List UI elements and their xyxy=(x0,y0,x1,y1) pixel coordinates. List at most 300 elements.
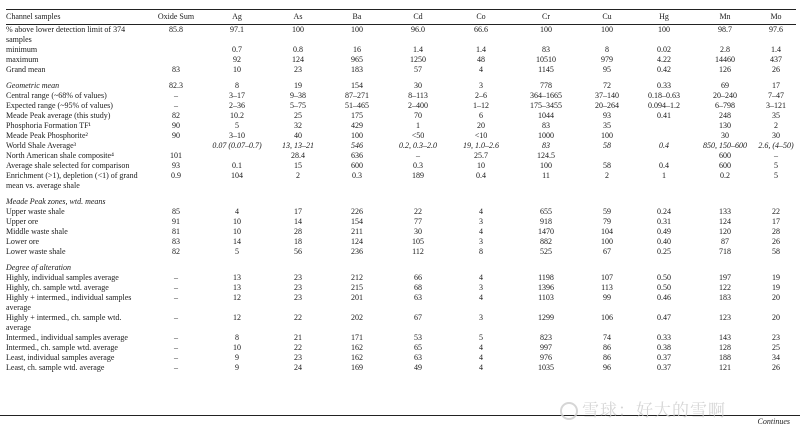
table-cell: 4 xyxy=(479,207,483,216)
table-cell: 25.7 xyxy=(474,151,488,160)
row-label: maximum xyxy=(6,55,39,64)
table-cell: 35 xyxy=(772,111,780,120)
table-body xyxy=(6,25,796,374)
table-row xyxy=(6,171,796,191)
table-cell: 14 xyxy=(233,237,241,246)
table-cell: 107 xyxy=(601,273,613,282)
table-cell xyxy=(756,191,796,207)
table-cell: 0.3 xyxy=(352,171,362,180)
table-cell: 175 xyxy=(351,111,363,120)
table-cell: 183 xyxy=(719,293,731,302)
table-cell: 3 xyxy=(479,283,483,292)
table-cell: 12 xyxy=(233,293,241,302)
table-cell: 24 xyxy=(294,363,302,372)
row-label: Highly + intermed., individual samples average xyxy=(6,293,132,312)
table-cell: 1103 xyxy=(538,293,554,302)
table-row xyxy=(6,151,796,161)
table-cell: 57 xyxy=(414,65,422,74)
table-cell xyxy=(756,257,796,273)
table-row xyxy=(6,283,796,293)
table-cell: 364–1665 xyxy=(530,91,562,100)
table-row xyxy=(6,45,796,55)
row-label: Least, individual samples average xyxy=(6,353,115,362)
table-cell: 77 xyxy=(414,217,422,226)
table-cell: 0.4 xyxy=(659,161,669,170)
table-cell: 17 xyxy=(772,217,780,226)
row-label: Lower ore xyxy=(6,237,40,246)
table-cell: 1–12 xyxy=(473,101,489,110)
table-row xyxy=(6,353,796,363)
table-cell: 20 xyxy=(477,121,485,130)
table-cell: 11 xyxy=(542,171,550,180)
column-header-co: Co xyxy=(450,10,512,25)
table-cell: 162 xyxy=(351,353,363,362)
row-label: Least, ch. sample wtd. average xyxy=(6,363,105,372)
table-cell: 97.6 xyxy=(769,25,783,34)
table-cell: 918 xyxy=(540,217,552,226)
table-cell: 9 xyxy=(235,353,239,362)
table-cell: 20 xyxy=(772,293,780,302)
table-cell: 100 xyxy=(601,237,613,246)
table-cell: 48 xyxy=(477,55,485,64)
table-cell: 96.0 xyxy=(411,25,425,34)
table-cell: 105 xyxy=(412,237,424,246)
table-cell: 4 xyxy=(479,293,483,302)
section-header-row xyxy=(6,191,796,207)
row-label: Expected range (~95% of values) xyxy=(6,101,113,110)
table-cell: 3 xyxy=(479,81,483,90)
table-cell: 66.6 xyxy=(474,25,488,34)
table-cell: 0.49 xyxy=(657,227,671,236)
table-cell: 96 xyxy=(603,363,611,372)
table-cell: – xyxy=(174,273,178,282)
table-cell: 53 xyxy=(414,333,422,342)
table-cell: 1470 xyxy=(538,227,554,236)
table-cell: 10510 xyxy=(536,55,556,64)
table-cell xyxy=(268,191,328,207)
table-cell: 83 xyxy=(542,141,550,150)
table-cell: 5 xyxy=(235,121,239,130)
table-cell: 1 xyxy=(416,121,420,130)
table-cell: 4 xyxy=(479,363,483,372)
table-cell: 600 xyxy=(719,151,731,160)
table-cell: 123 xyxy=(719,313,731,322)
table-cell: 28.4 xyxy=(291,151,305,160)
table-cell: 965 xyxy=(351,55,363,64)
table-cell: 0.7 xyxy=(232,45,242,54)
table-cell: 69 xyxy=(721,81,729,90)
table-cell: 212 xyxy=(351,273,363,282)
table-cell: 70 xyxy=(414,111,422,120)
table-cell: 0.24 xyxy=(657,207,671,216)
table-row xyxy=(6,25,796,46)
table-cell: 0.4 xyxy=(659,141,669,150)
table-cell: – xyxy=(416,151,420,160)
table-row xyxy=(6,333,796,343)
table-cell: 58 xyxy=(603,161,611,170)
table-cell: 211 xyxy=(351,227,363,236)
table-cell: 0.25 xyxy=(657,247,671,256)
table-row xyxy=(6,313,796,333)
table-cell: 5 xyxy=(235,247,239,256)
table-cell: 636 xyxy=(351,151,363,160)
row-label: Upper waste shale xyxy=(6,207,65,216)
table-cell: 0.1 xyxy=(232,161,242,170)
table-cell: 154 xyxy=(351,217,363,226)
table-cell: 20 xyxy=(772,313,780,322)
table-cell: 100 xyxy=(351,25,363,34)
table-cell: 0.33 xyxy=(657,333,671,342)
table-cell: 25 xyxy=(294,111,302,120)
table-cell: 3 xyxy=(479,313,483,322)
table-cell: 202 xyxy=(351,313,363,322)
table-cell: 171 xyxy=(351,333,363,342)
table-cell: 40 xyxy=(294,131,302,140)
table-cell: 124.5 xyxy=(537,151,555,160)
table-cell: 19 xyxy=(294,81,302,90)
table-cell: 93 xyxy=(603,111,611,120)
table-cell: 23 xyxy=(294,283,302,292)
table-cell: 1299 xyxy=(538,313,554,322)
table-cell: 429 xyxy=(351,121,363,130)
column-header-as: As xyxy=(268,10,328,25)
table-cell: 823 xyxy=(540,333,552,342)
table-cell xyxy=(146,141,206,151)
table-cell: 124 xyxy=(719,217,731,226)
table-cell: 90 xyxy=(172,131,180,140)
table-cell xyxy=(634,121,694,131)
row-label: North American shale composite⁴ xyxy=(6,151,114,160)
section-header-row xyxy=(6,257,796,273)
table-cell: 85 xyxy=(172,207,180,216)
table-cell: 22 xyxy=(772,207,780,216)
table-cell: 0.42 xyxy=(657,65,671,74)
table-cell xyxy=(634,151,694,161)
table-cell: 0.31 xyxy=(657,217,671,226)
table-cell: 154 xyxy=(351,81,363,90)
table-cell: 63 xyxy=(414,293,422,302)
table-cell: 201 xyxy=(351,293,363,302)
table-cell: 82.3 xyxy=(169,81,183,90)
table-cell: 1044 xyxy=(538,111,554,120)
row-label: Middle waste shale xyxy=(6,227,68,236)
table-cell: 1000 xyxy=(538,131,554,140)
table-cell: 32 xyxy=(294,121,302,130)
table-cell: 4 xyxy=(479,273,483,282)
table-cell: 3–121 xyxy=(766,101,786,110)
table-cell: 2 xyxy=(774,121,778,130)
table-cell: 15 xyxy=(294,161,302,170)
table-cell: 169 xyxy=(351,363,363,372)
table-cell: 4 xyxy=(235,207,239,216)
table-cell: 4.22 xyxy=(657,55,671,64)
column-header-oxide-sum: Oxide Sum xyxy=(146,10,206,25)
section-header-row xyxy=(6,75,796,91)
row-label: Highly, ch. sample wtd. average xyxy=(6,283,109,292)
table-cell: 124 xyxy=(292,55,304,64)
table-cell: 0.9 xyxy=(171,171,181,180)
row-label: Highly, individual samples average xyxy=(6,273,119,282)
table-cell: 20–264 xyxy=(595,101,619,110)
table-cell: 0.50 xyxy=(657,283,671,292)
table-cell: 106 xyxy=(601,313,613,322)
table-cell: 6–798 xyxy=(715,101,735,110)
table-cell: 600 xyxy=(351,161,363,170)
table-cell: 23 xyxy=(772,333,780,342)
table-cell: – xyxy=(174,293,178,302)
table-cell xyxy=(512,257,580,273)
table-cell: 13 xyxy=(233,273,241,282)
table-cell: 10 xyxy=(233,227,241,236)
table-row xyxy=(6,161,796,171)
table-cell: 4 xyxy=(479,353,483,362)
table-cell: 0.8 xyxy=(293,45,303,54)
table-cell: 600 xyxy=(719,161,731,170)
table-cell xyxy=(146,45,206,55)
table-cell: 0.02 xyxy=(657,45,671,54)
table-cell: 51–465 xyxy=(345,101,369,110)
row-label: Central range (~68% of values) xyxy=(6,91,107,100)
table-cell: 197 xyxy=(719,273,731,282)
table-cell: 188 xyxy=(719,353,731,362)
table-cell xyxy=(580,191,634,207)
table-cell: 58 xyxy=(772,247,780,256)
continues-label: Continues xyxy=(757,417,790,426)
table-cell: 236 xyxy=(351,247,363,256)
table-cell: 997 xyxy=(540,343,552,352)
table-cell: 2–36 xyxy=(229,101,245,110)
table-cell: 10 xyxy=(477,161,485,170)
table-cell: 10 xyxy=(233,65,241,74)
table-cell: 17 xyxy=(772,81,780,90)
table-cell: 100 xyxy=(292,25,304,34)
table-row xyxy=(6,111,796,121)
table-cell: 8 xyxy=(235,81,239,90)
table-cell: 79 xyxy=(603,217,611,226)
table-cell: 34 xyxy=(772,353,780,362)
table-cell: 0.38 xyxy=(657,343,671,352)
table-cell: 9 xyxy=(235,363,239,372)
snowball-logo-icon xyxy=(560,402,578,420)
table-cell: 437 xyxy=(770,55,782,64)
table-cell: 0.3 xyxy=(413,161,423,170)
table-cell: 19 xyxy=(772,273,780,282)
table-cell: 26 xyxy=(772,363,780,372)
table-cell: 122 xyxy=(719,283,731,292)
table-cell: 67 xyxy=(603,247,611,256)
table-cell: 100 xyxy=(601,25,613,34)
table-cell: 7–47 xyxy=(768,91,784,100)
table-cell: 59 xyxy=(603,207,611,216)
table-cell: 26 xyxy=(772,237,780,246)
table-cell: <10 xyxy=(474,131,488,140)
table-cell: 81 xyxy=(172,227,180,236)
row-label: Highly + intermed., ch. sample wtd. average xyxy=(6,313,122,332)
table-cell: 976 xyxy=(540,353,552,362)
table-cell: 2 xyxy=(605,171,609,180)
table-cell: 28 xyxy=(772,227,780,236)
table-cell: 23 xyxy=(294,273,302,282)
table-row xyxy=(6,121,796,131)
table-cell: 2–6 xyxy=(475,91,487,100)
table-cell: 30 xyxy=(414,227,422,236)
table-cell: 37–140 xyxy=(595,91,619,100)
table-cell: 128 xyxy=(719,343,731,352)
table-cell xyxy=(580,151,634,161)
column-header-cd: Cd xyxy=(386,10,450,25)
row-label: Average shale selected for comparison xyxy=(6,161,130,170)
table-cell: 25 xyxy=(772,343,780,352)
table-cell: 5–75 xyxy=(290,101,306,110)
table-cell: – xyxy=(174,283,178,292)
table-cell: 1250 xyxy=(410,55,426,64)
table-cell: 0.47 xyxy=(657,313,671,322)
table-cell: 83 xyxy=(542,121,550,130)
table-cell xyxy=(146,55,206,65)
table-row xyxy=(6,101,796,111)
row-label: Geometric mean xyxy=(6,81,60,90)
table-cell: 0.094–1.2 xyxy=(648,101,680,110)
table-cell: 23 xyxy=(294,293,302,302)
table-cell: 10 xyxy=(233,343,241,352)
table-cell: 0.37 xyxy=(657,363,671,372)
table-cell: 3–17 xyxy=(229,91,245,100)
table-row xyxy=(6,141,796,151)
table-cell: 0.2 xyxy=(720,171,730,180)
table-cell: 86 xyxy=(603,343,611,352)
table-cell: 143 xyxy=(719,333,731,342)
table-cell: 3 xyxy=(479,217,483,226)
table-cell xyxy=(634,257,694,273)
column-header-cu: Cu xyxy=(580,10,634,25)
table-cell xyxy=(386,191,450,207)
table-cell: 0.07 (0.07–0.7) xyxy=(212,141,262,150)
row-label: Upper ore xyxy=(6,217,39,226)
table-cell: 74 xyxy=(603,333,611,342)
table-row xyxy=(6,363,796,373)
table-row xyxy=(6,247,796,257)
row-label: Lower waste shale xyxy=(6,247,66,256)
row-label: Grand mean xyxy=(6,65,46,74)
table-cell: 0.33 xyxy=(657,81,671,90)
table-cell xyxy=(634,131,694,141)
table-row xyxy=(6,227,796,237)
table-cell: – xyxy=(174,343,178,352)
table-cell: 100 xyxy=(540,25,552,34)
table-cell: 86 xyxy=(603,353,611,362)
column-header-hg: Hg xyxy=(634,10,694,25)
table-cell xyxy=(268,257,328,273)
table-cell: 95 xyxy=(603,65,611,74)
table-cell: 525 xyxy=(540,247,552,256)
table-header-row xyxy=(6,10,796,25)
table-cell: 97.1 xyxy=(230,25,244,34)
table-cell: 30 xyxy=(414,81,422,90)
table-cell xyxy=(512,191,580,207)
table-cell xyxy=(694,191,756,207)
table-cell: – xyxy=(174,363,178,372)
table-cell: 1145 xyxy=(538,65,554,74)
table-cell: 49 xyxy=(414,363,422,372)
table-cell: 99 xyxy=(603,293,611,302)
table-cell: 90 xyxy=(172,121,180,130)
table-cell: 85.8 xyxy=(169,25,183,34)
table-cell: 5 xyxy=(774,161,778,170)
row-label: Intermed., ch. sample wtd. average xyxy=(6,343,118,352)
table-cell xyxy=(146,257,206,273)
table-cell: 1.4 xyxy=(413,45,423,54)
table-cell: 100 xyxy=(658,25,670,34)
row-label: Meade Peak Phosphorite² xyxy=(6,131,88,140)
table-cell: – xyxy=(174,313,178,322)
row-label: % above lower detection limit of 374 samples xyxy=(6,25,126,44)
table-row xyxy=(6,207,796,217)
chemistry-table xyxy=(6,9,796,373)
table-cell: 113 xyxy=(601,283,613,292)
column-header-ag: Ag xyxy=(206,10,268,25)
table-cell: 20–240 xyxy=(713,91,737,100)
table-cell: 14 xyxy=(294,217,302,226)
table-cell xyxy=(328,191,386,207)
table-cell: 850, 150–600 xyxy=(703,141,747,150)
table-cell: 124 xyxy=(351,237,363,246)
table-row xyxy=(6,293,796,313)
table-cell: 67 xyxy=(414,313,422,322)
table-cell: 130 xyxy=(719,121,731,130)
table-cell: – xyxy=(174,91,178,100)
table-cell: 6 xyxy=(479,111,483,120)
table-cell: 1035 xyxy=(538,363,554,372)
table-cell: 1.4 xyxy=(771,45,781,54)
table-cell: 100 xyxy=(351,131,363,140)
column-header-mn: Mn xyxy=(694,10,756,25)
row-label: Enrichment (>1), depletion (<1) of grand mean vs. average shale xyxy=(6,171,138,190)
table-cell: <50 xyxy=(411,131,425,140)
table-cell: 1198 xyxy=(538,273,554,282)
table-cell: 101 xyxy=(170,151,182,160)
table-cell: 13 xyxy=(233,283,241,292)
table-cell: 0.50 xyxy=(657,273,671,282)
table-cell: 72 xyxy=(603,81,611,90)
table-cell: 104 xyxy=(601,227,613,236)
table-cell: 8 xyxy=(479,247,483,256)
table-cell: 83 xyxy=(542,45,550,54)
table-cell: 9–38 xyxy=(290,91,306,100)
table-cell: 5 xyxy=(479,333,483,342)
table-cell: 68 xyxy=(414,283,422,292)
table-cell: 23 xyxy=(294,65,302,74)
table-cell: 4 xyxy=(479,343,483,352)
table-cell: 882 xyxy=(540,237,552,246)
table-cell xyxy=(328,257,386,273)
watermark-text: 雪球：好大的雪啊 xyxy=(582,401,726,421)
table-cell: 104 xyxy=(231,171,243,180)
table-cell: 133 xyxy=(719,207,731,216)
table-cell: 18 xyxy=(294,237,302,246)
table-cell: 91 xyxy=(172,217,180,226)
table-cell: 0.46 xyxy=(657,293,671,302)
table-cell: 1396 xyxy=(538,283,554,292)
table-cell: 248 xyxy=(719,111,731,120)
table-cell: 82 xyxy=(172,111,180,120)
table-cell: 1.4 xyxy=(476,45,486,54)
table-cell: 28 xyxy=(294,227,302,236)
table-row xyxy=(6,131,796,141)
table-cell: 189 xyxy=(412,171,424,180)
table-cell: 2 xyxy=(296,171,300,180)
table-cell: 17 xyxy=(294,207,302,216)
table-cell: 718 xyxy=(719,247,731,256)
